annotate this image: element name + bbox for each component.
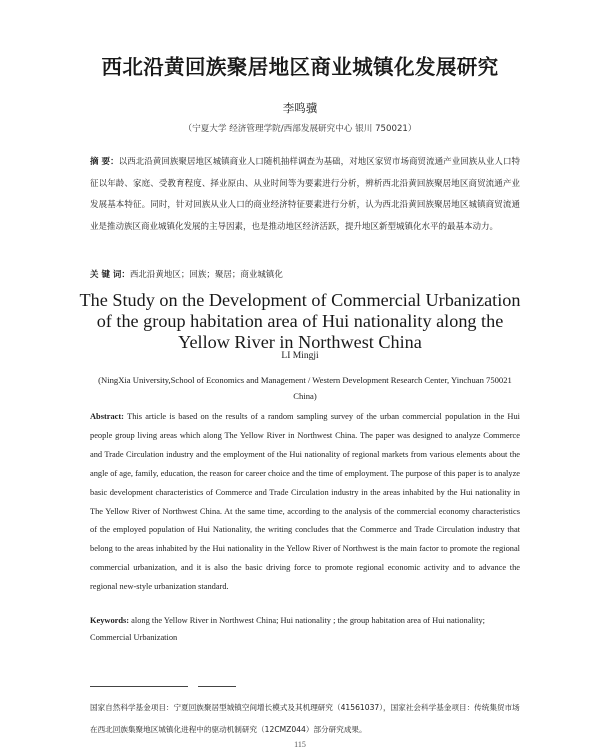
footnote-divider-segment xyxy=(198,686,236,687)
chinese-author: 李鸣骥 xyxy=(282,101,318,115)
english-author: LI Mingji xyxy=(281,351,319,361)
page-number: 115 xyxy=(294,740,306,749)
english-title: The Study on the Development of Commercial Urbanization of the group habitation area of Hui nationality along the Yellow River in Northwest China xyxy=(79,290,521,352)
chinese-abstract xyxy=(90,152,520,238)
english-abstract xyxy=(90,408,520,597)
footnote-divider-segment xyxy=(90,686,188,687)
chinese-keywords xyxy=(90,268,520,280)
english-keywords-text: along the Yellow River in Northwest China; Hui nationality ; the group habitation area of Hui nationality; Commercial Urbanization xyxy=(90,616,485,642)
chinese-title: 西北沿黄回族聚居地区商业城镇化发展研究 xyxy=(101,55,499,79)
english-abstract-label: Abstract: xyxy=(90,412,124,421)
english-keywords-label: Keywords: xyxy=(90,616,130,625)
english-affiliation: (NingXia University,School of Economics and Management / Western Development Research Center, Yinchuan 750021 China) xyxy=(98,375,512,401)
footnote-divider xyxy=(90,686,250,696)
chinese-affiliation: （宁夏大学 经济管理学院/西部发展研究中心 银川 750021） xyxy=(183,124,417,134)
chinese-keywords-label: 关 键 词： xyxy=(90,270,130,280)
chinese-abstract-label: 摘 要： xyxy=(90,157,119,167)
english-keywords xyxy=(90,612,520,646)
chinese-abstract-text: 以西北沿黄回族聚居地区城镇商业人口随机抽样调查为基础，对地区家贸市场商贸流通产业回族从业人口特征以年龄、家庭、受教育程度、择业原由、从业时间等为要素进行分析，辨析西北沿黄回族聚居地区商贸流通产业发展基本特征。同时，针对回族从业人口的商业经济特征要素进行分析，认为西北沿黄回族聚居地区城镇商贸流通业是推动族区商业城镇化发展的主导因素，也是推动地区经济活跃，提升地区新型城镇化水平的最基本动力。 xyxy=(90,157,520,232)
funding-footnote: 国家自然科学基金项目：宁夏回族聚居型城镇空间增长模式及其机理研究（41561037），国家社会科学基金项目：传统集贸市场在西北回族集聚地区城镇化进程中的驱动机制研究（12CMZ044）部分研究成果。 xyxy=(90,703,520,734)
english-abstract-text: This article is based on the results of a random sampling survey of the urban commercial population in the Hui people group living areas which along The Yellow River in Northwest China. The paper was designed to analyze Commerce and Trade Circulation industry and the employment of the Hui nationality of regional markets from various elements about the angle of age, family, education, the reason for career choice and the time of employment. The purpose of this paper is to analyze basic development characteristics of Commerce and Trade Circulation industry in the areas inhabited by the Hui nationality in The Yellow River of Northwest China. At the same time, according to the analysis of the commercial economy characteristics of the employed population of Hui Nationality, the writing concludes that the Commerce and Trade Circulation industry that belong to the areas inhabited by the Hui nationality in the Yellow River of Northwest is the main factor to promote the regional commercial urbanization, and it is also the basic driving force to promote regional economic activity and to advance the regional new-style urbanization standard. xyxy=(90,412,520,592)
chinese-keywords-text: 西北沿黄地区；回族；聚居；商业城镇化 xyxy=(129,270,283,280)
